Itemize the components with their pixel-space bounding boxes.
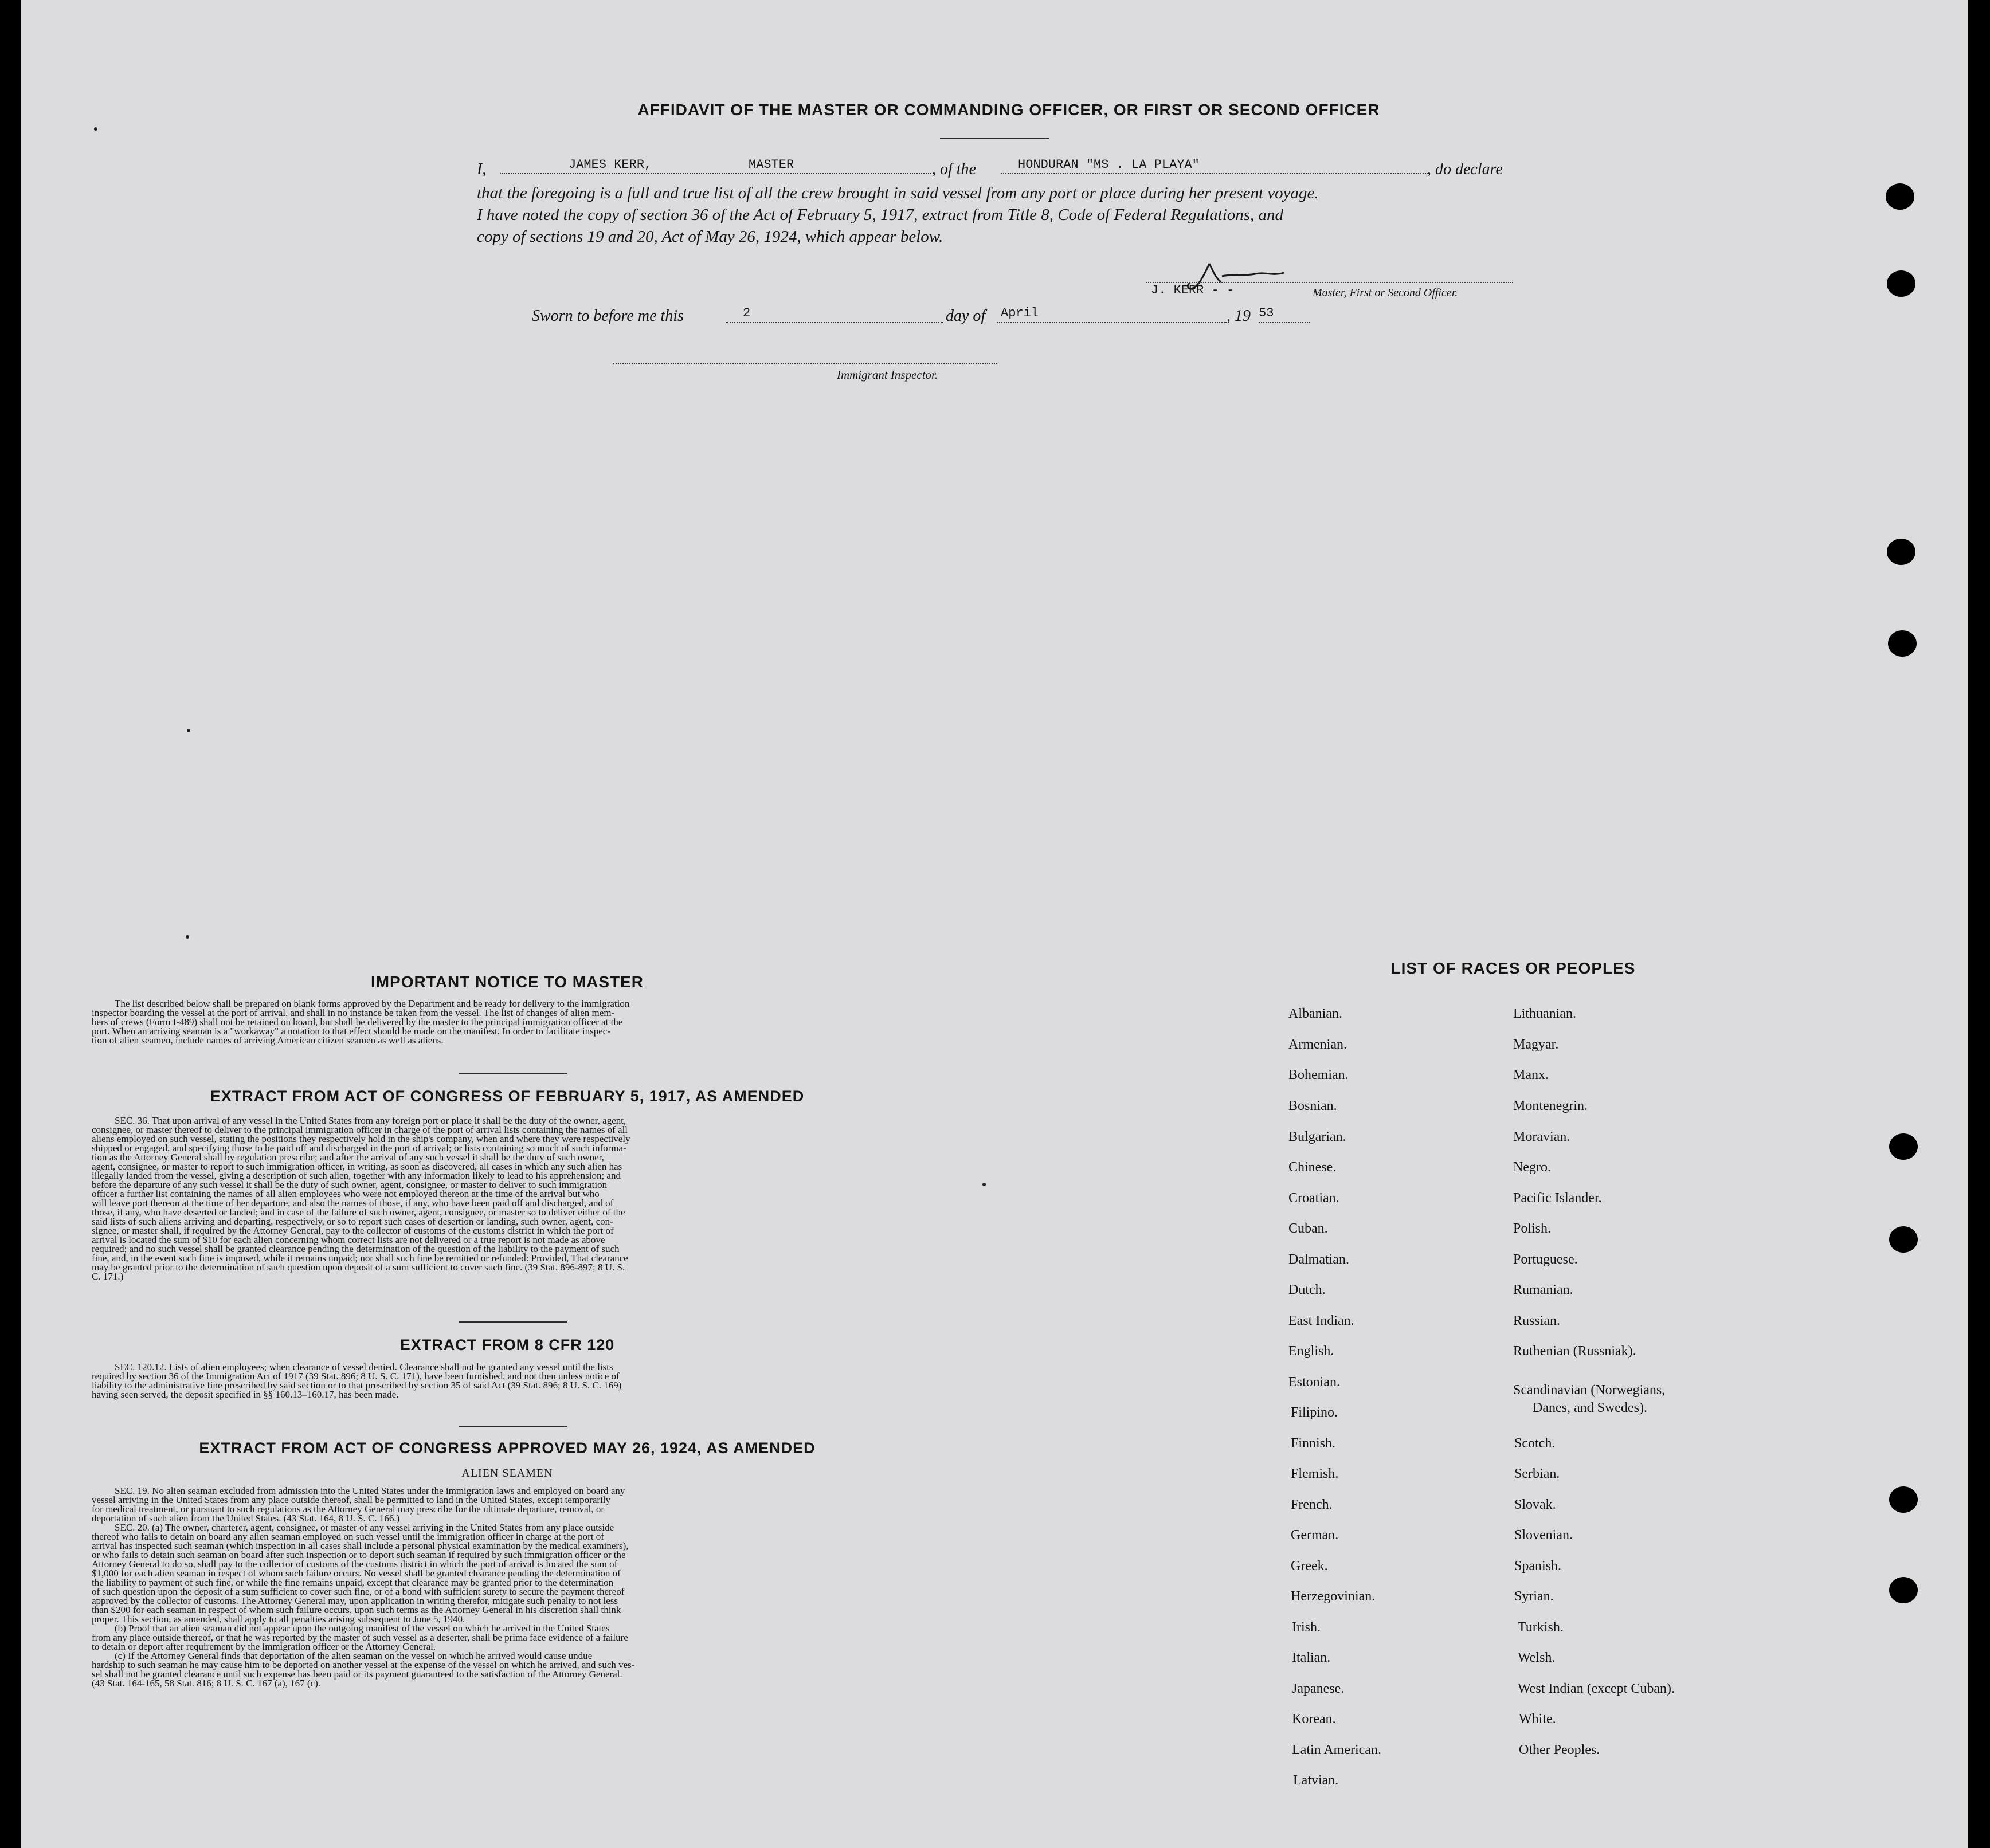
race-item: Rumanian. (1513, 1282, 1573, 1297)
race-item: Polish. (1513, 1221, 1552, 1236)
seamen-line: arrival has inspected such seaman (which inspection in all cases shall include a personal physical examination by the medical examiners), (92, 1540, 629, 1551)
seamen-line: or who fails to detain such seaman on board after such inspection or to deport such seaman if required by such immigration officer or the (92, 1549, 626, 1560)
race-item: White. (1519, 1712, 1556, 1727)
race-item: Welsh. (1518, 1650, 1556, 1665)
races-title: LIST OF RACES OR PEOPLES (1390, 959, 1636, 977)
extract-1917-title: EXTRACT FROM ACT OF CONGRESS OF FEBRUARY 5, 1917, AS AMENDED (210, 1088, 805, 1105)
notice-line: The list described below shall be prepared on blank forms approved by the Department and be ready for delivery to the immigration (115, 998, 630, 1009)
notice-line: inspector boarding the vessel at the port of arrival, and shall in no instance be taken from the vessel. The list of changes of alien mem- (92, 1007, 615, 1018)
race-item: Armenian. (1288, 1037, 1347, 1052)
extract-line: those, if any, who have deserted or landed; and in case of the failure of such owner, agent, consignee, or master so to deliver either of the (92, 1207, 625, 1218)
sworn-label: Sworn to before me this (532, 307, 684, 325)
punch-hole (1889, 1577, 1918, 1603)
race-item: Flemish. (1291, 1466, 1339, 1481)
race-item: Cuban. (1288, 1221, 1328, 1236)
speck (982, 1183, 986, 1186)
extract-line: shipped or engaged, and specifying those to be paid off and discharged in the port of arrival; or lists containing so much of such informa- (92, 1143, 626, 1153)
extract-line: illegally landed from the vessel, giving a description of such alien, together with any information likely to lead to his apprehension; and (92, 1170, 621, 1181)
race-item: Lithuanian. (1513, 1006, 1576, 1021)
race-item: Montenegrin. (1513, 1098, 1588, 1113)
sworn-day: 2 (743, 306, 751, 320)
race-item: Slovak. (1514, 1497, 1556, 1512)
seamen-line: than $200 for each seaman in respect of whom such failure occurs, upon such terms as the Attorney General in his discretion shall think (92, 1604, 621, 1615)
race-item: Bohemian. (1288, 1068, 1349, 1082)
extract-line: SEC. 36. That upon arrival of any vessel in the United States from any foreign port or place it shall be the duty of the owner, agent, (115, 1115, 626, 1126)
race-item: Scandinavian (Norwegians, (1513, 1383, 1666, 1398)
race-item: Other Peoples. (1519, 1743, 1600, 1757)
signature-role: Master, First or Second Officer. (1313, 287, 1458, 299)
race-item: Albanian. (1288, 1006, 1342, 1021)
seamen-line: the liability to payment of such fine, or while the fine remains unpaid, except that clearance may be granted prior to the determination (92, 1577, 614, 1588)
extract-line: signee, or master shall, if required by the Attorney General, pay to the collector of customs of the customs district in which the port of (92, 1225, 614, 1236)
cfr-line: required by section 36 of the Immigration Act of 1917 (39 Stat. 896; 8 U. S. C. 171), have been furnished, and not then unless notice of (92, 1371, 620, 1382)
sworn-month: April (1001, 306, 1039, 320)
race-item: German. (1291, 1528, 1339, 1543)
race-item: English. (1288, 1344, 1334, 1359)
seamen-line: for medical treatment, or pursuant to such regulations as the Attorney General may prescribe for the ultimate departure, removal, or (92, 1504, 605, 1515)
extract-line: tion as the Attorney General shall by regulation prescribe; and after the arrival of any such vessel it shall be the duty of such owner, (92, 1152, 604, 1163)
master-rank: MASTER (749, 158, 794, 172)
cfr-line: SEC. 120.12. Lists of alien employees; when clearance of vessel denied. Clearance shall not be granted any vessel until the lists (115, 1362, 613, 1372)
race-item: Italian. (1292, 1650, 1331, 1665)
race-item: Japanese. (1292, 1681, 1345, 1696)
race-item: Latvian. (1293, 1773, 1339, 1788)
punch-hole (1889, 1486, 1918, 1513)
punch-hole (1889, 1226, 1918, 1253)
i-label: I, (477, 160, 487, 178)
seamen-line: (c) If the Attorney General finds that deportation of the alien seaman on the vessel on which he arrived would cause undue (115, 1650, 593, 1661)
speck (186, 935, 189, 939)
race-item: Portuguese. (1513, 1252, 1578, 1267)
extract-1924-subtitle: ALIEN SEAMEN (461, 1467, 553, 1480)
extract-line: arrival is located the sum of $10 for each alien concerning whom correct lists are not delivered or a true report is not made as above (92, 1234, 605, 1245)
notice-rule (459, 1073, 567, 1074)
extract-1924-text (92, 1486, 929, 1688)
seamen-line: to detain or deport after requirement by the immigration officer or the Attorney General. (92, 1641, 436, 1652)
seamen-line: of such question upon the deposit of a sum sufficient to cover such fine, or of a bond with sufficient surety to secure the payment thereof (92, 1586, 625, 1597)
race-item: Estonian. (1288, 1375, 1340, 1390)
seamen-line: deportation of such alien from the United States. (43 Stat. 164, 8 U. S. C. 166.) (92, 1513, 400, 1524)
extract-line: agent, consignee, or master to report to such immigration officer, in writing, as soon as discovered, all cases in which any such alien has (92, 1161, 622, 1172)
seamen-line: sel shall not be granted clearance until such expense has been paid or its payment guaranteed to the satisfaction of the Attorney General. (92, 1669, 622, 1680)
extract-line: before the departure of any such vessel it shall be the duty of such owner, agent, consignee, or master to deliver to such immigration (92, 1179, 608, 1190)
punch-hole (1887, 270, 1915, 297)
vessel-line (1001, 173, 1428, 174)
race-item: Bosnian. (1288, 1098, 1337, 1113)
name-line (500, 173, 935, 174)
month-line (997, 322, 1227, 323)
extract-cfr-text (92, 1363, 929, 1399)
seamen-line: SEC. 19. No alien seaman excluded from admission into the United States under the immigration laws and employed on board any (115, 1485, 625, 1496)
seamen-line: from any place outside thereof, or that he was reported by the master of such vessel as a deserter, shall be prima face evidence of a failure (92, 1632, 628, 1643)
seamen-line: (43 Stat. 164-165, 58 Stat. 816; 8 U. S. C. 167 (a), 167 (c). (92, 1678, 320, 1689)
seamen-line: hardship to such seaman he may cause him to be deported on another vessel at the expense of the vessel on which he arrived, and such ves- (92, 1659, 635, 1670)
punch-hole (1889, 1133, 1918, 1160)
race-item: Russian. (1513, 1313, 1561, 1328)
race-item: East Indian. (1288, 1313, 1354, 1328)
extract-1924-title: EXTRACT FROM ACT OF CONGRESS APPROVED MAY 26, 1924, AS AMENDED (199, 1439, 816, 1457)
notice-line: port. When an arriving seaman is a "workaway" a notation to that effect should be made on the manifest. In order to facilitate inspec- (92, 1026, 610, 1037)
race-item: Pacific Islander. (1513, 1191, 1602, 1206)
extract-cfr-title: EXTRACT FROM 8 CFR 120 (399, 1336, 615, 1353)
punch-hole (1886, 183, 1914, 210)
race-item: West Indian (except Cuban). (1518, 1681, 1675, 1696)
race-item: Ruthenian (Russniak). (1513, 1344, 1636, 1359)
seamen-line: vessel arriving in the United States from any place outside thereof, shall be permitted to land in the United States, except temporarily (92, 1494, 610, 1505)
extract-line: aliens employed on such vessel, stating the positions they respectively hold in the ship's company, when and where they were respectively (92, 1133, 630, 1144)
punch-hole (1887, 539, 1915, 565)
race-item: Greek. (1291, 1559, 1328, 1574)
sworn-year: 53 (1259, 306, 1274, 320)
speck (187, 729, 190, 732)
race-item: Dalmatian. (1288, 1252, 1349, 1267)
extract-line: required; and no such vessel shall be granted clearance pending the determination of the question of the liability to the payment of such (92, 1243, 620, 1254)
sworn-day-line (726, 322, 943, 323)
seamen-line: approved by the collector of customs. The Attorney General may, upon application in writing therefor, mitigate such penalty to not less (92, 1595, 618, 1606)
inspector-line (613, 363, 997, 364)
seamen-line: $1,000 for each alien seaman in respect of whom such failure occurs. No vessel shall be granted clearance pending the determination of (92, 1568, 621, 1579)
do-declare-label: , do declare (1427, 160, 1503, 178)
race-item: Slovenian. (1514, 1528, 1573, 1543)
race-item: Chinese. (1288, 1160, 1337, 1175)
extract-cfr-rule (459, 1426, 567, 1427)
race-item: Magyar. (1513, 1037, 1559, 1052)
extract-line: consignee, or master thereof to deliver to the principal immigration officer in charge of the port of arrival lists containing the names of all (92, 1124, 628, 1135)
race-item: Herzegovinian. (1291, 1589, 1376, 1604)
extract-line: will leave port thereon at the time of her departure, and also the names of those, if any, who have been paid off and discharged, and of (92, 1198, 614, 1209)
race-item: Manx. (1513, 1068, 1549, 1082)
of-the-label: , of the (932, 160, 976, 178)
extract-line: C. 171.) (92, 1271, 124, 1282)
extract-line: said lists of such aliens arriving and departing, respectively, or so to report such cases of desertion or landing, such owner, agent, con- (92, 1216, 613, 1227)
seamen-line: SEC. 20. (a) The owner, charterer, agent, consignee, or master of any vessel arriving in the United States from any place outside (115, 1522, 614, 1533)
race-item: Latin American. (1292, 1743, 1381, 1757)
notice-title: IMPORTANT NOTICE TO MASTER (370, 973, 644, 991)
notice-text (92, 999, 929, 1045)
race-item: Turkish. (1518, 1620, 1564, 1635)
cfr-line: liability to the administrative fine prescribed by said section or to that prescribed by section 35 of said Act (39 Stat. 896; 8 U. S. C. 169) (92, 1380, 622, 1391)
race-item: Spanish. (1514, 1559, 1562, 1574)
affidavit-title: AFFIDAVIT OF THE MASTER OR COMMANDING OFFICER, OR FIRST OR SECOND OFFICER (637, 101, 1380, 119)
race-item: Negro. (1513, 1160, 1551, 1175)
race-item: Scotch. (1514, 1436, 1556, 1451)
cfr-line: having seen served, the deposit specified in §§ 160.13–160.17, has been made. (92, 1389, 399, 1400)
extract-line: may be granted prior to the determination of such question upon deposit of a sum sufficient to cover such fine. (39 Stat. 896-897; 8 U. S. (92, 1262, 625, 1273)
race-item: Korean. (1292, 1712, 1336, 1727)
title-rule (940, 138, 1049, 139)
race-item: French. (1291, 1497, 1333, 1512)
notice-line: bers of crews (Form I-489) shall not be retained on board, but shall be delivered by the master to the principal immigration officer at the (92, 1017, 623, 1027)
race-item: Bulgarian. (1288, 1129, 1346, 1144)
race-item: Irish. (1292, 1620, 1321, 1635)
day-of-label: day of (946, 307, 986, 325)
vessel-name: HONDURAN "MS . LA PLAYA" (1018, 158, 1200, 172)
race-item: Croatian. (1288, 1191, 1339, 1206)
extract-line: officer a further list containing the names of all alien employees who were not employed thereon at the time of the arrival but who (92, 1188, 600, 1199)
notice-line: tion of alien seamen, include names of arriving American citizen seamen as well as aliens. (92, 1035, 444, 1046)
year-line (1259, 322, 1310, 323)
seamen-line: thereof who fails to detain on board any alien seaman employed on such vessel until the immigration officer in charge at the port of (92, 1531, 604, 1542)
seamen-line: Attorney General to do so, shall pay to the collector of customs of the customs district in which the port of arrival is located the sum of (92, 1559, 618, 1570)
year-prefix: , 19 (1227, 307, 1251, 325)
seamen-line: (b) Proof that an alien seaman did not appear upon the outgoing manifest of the vessel on which he arrived in the United States (115, 1623, 610, 1634)
race-item: Serbian. (1514, 1466, 1560, 1481)
master-name: JAMES KERR, (569, 158, 652, 172)
affidavit-line-3: I have noted the copy of section 36 of the Act of February 5, 1917, extract from Title 8, Code of Federal Regulations, and (477, 206, 1284, 224)
extract-1917-text (92, 1116, 929, 1281)
race-item: Moravian. (1513, 1129, 1570, 1144)
race-item: Filipino. (1291, 1405, 1338, 1420)
speck (94, 127, 97, 131)
extract-line: fine, and, in the event such fine is imposed, while it remains unpaid; nor shall such fine be remitted or refunded: Provided, That clearance (92, 1253, 628, 1264)
affidavit-line-4: copy of sections 19 and 20, Act of May 26, 1924, which appear below. (477, 227, 943, 246)
race-item: Danes, and Swedes). (1533, 1400, 1647, 1415)
race-item: Finnish. (1291, 1436, 1336, 1451)
extract-1917-rule (459, 1321, 567, 1323)
seamen-line: proper. This section, as amended, shall apply to all penalties arising subsequent to June 5, 1940. (92, 1614, 465, 1625)
race-item: Dutch. (1288, 1282, 1326, 1297)
inspector-label: Immigrant Inspector. (837, 368, 938, 382)
signature-typed: J. KERR - - (1151, 283, 1235, 297)
punch-hole (1888, 630, 1917, 657)
race-item: Syrian. (1514, 1589, 1554, 1604)
affidavit-line-2: that the foregoing is a full and true list of all the crew brought in said vessel from any port or place during her present voyage. (477, 184, 1319, 202)
